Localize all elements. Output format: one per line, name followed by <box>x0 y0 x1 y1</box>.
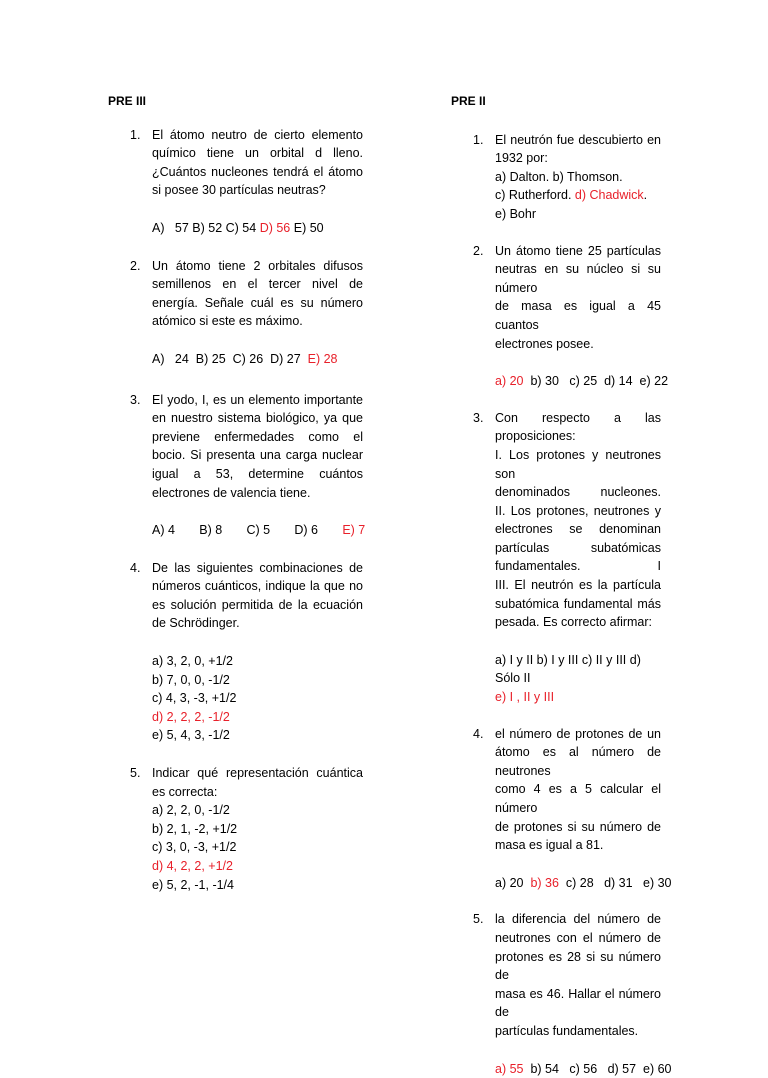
option-text: c) 28 d) 31 e) 30 <box>558 875 672 890</box>
stem-line: II. Los protones, neutrones y <box>495 503 661 518</box>
question-stem <box>152 764 363 801</box>
question-number: 3. <box>473 410 484 425</box>
option-line: c) 4, 3, -3, +1/2 <box>152 691 237 706</box>
correct-answer: b) 36 <box>530 875 559 890</box>
answer-options <box>495 874 672 893</box>
option-text: A) 4 B) 8 C) 5 D) 6 <box>152 523 343 538</box>
stem-line: Un átomo tiene 25 partículas <box>495 243 661 258</box>
question-5-pre-ii <box>451 910 672 1078</box>
correct-answer: d) 2, 2, 2, -1/2 <box>152 709 230 724</box>
question-number: 2. <box>130 258 141 273</box>
option-line <box>152 350 363 369</box>
stem-line: el número de protones de un <box>495 726 661 741</box>
question-number: 5. <box>473 912 484 927</box>
stem-line: Con respecto a las proposiciones: <box>495 410 661 444</box>
option-line: e) 5, 2, -1, -1/4 <box>152 877 234 892</box>
answer-options <box>495 372 669 391</box>
question-1-pre-iii <box>108 126 363 238</box>
stem-line: bocio. Si presenta una carga nuclear <box>152 448 363 463</box>
question-stem <box>152 126 363 200</box>
section-title-pre-iii: PRE III <box>108 94 147 108</box>
stem-line: partículas fundamentales. <box>495 1023 639 1038</box>
stem-line: de Schrödinger. <box>152 616 240 631</box>
right-column <box>451 92 672 1078</box>
question-stem <box>495 131 661 168</box>
stem-line: partículas subatómicas <box>495 540 661 555</box>
correct-answer: D) 56 <box>259 220 291 235</box>
stem-line: electrones se denominan <box>495 522 661 537</box>
stem-line: Indicar qué representación cuántica <box>152 766 363 781</box>
option-line: a) I y II b) I y III c) II y III d) Sólo II <box>495 652 641 686</box>
question-number: 4. <box>130 560 141 575</box>
option-line: c) 3, 0, -3, +1/2 <box>152 840 237 855</box>
stem-line: III. El neutrón es la partícula <box>495 578 661 593</box>
question-5-pre-iii <box>108 764 363 894</box>
question-stem <box>495 910 661 1040</box>
option-line: b) 7, 0, 0, -1/2 <box>152 672 230 687</box>
correct-answer: d) 4, 2, 2, +1/2 <box>152 859 233 873</box>
stem-line: es correcta: <box>152 784 218 799</box>
stem-line: si posee 30 partículas neutras? <box>152 183 326 198</box>
answer-options <box>495 1060 672 1078</box>
question-3-pre-iii <box>108 391 366 540</box>
stem-line: El átomo neutro de cierto elemento <box>152 127 363 142</box>
question-stem <box>495 725 661 855</box>
option-text: b) 30 c) 25 d) 14 e) 22 <box>523 374 669 389</box>
answer-options <box>152 350 363 369</box>
answer-options <box>152 521 366 540</box>
left-column <box>108 92 366 894</box>
question-4-pre-iii <box>108 559 363 745</box>
question-number: 3. <box>130 392 141 407</box>
question-stem <box>152 257 363 331</box>
question-stem <box>152 391 363 503</box>
option-line <box>152 219 363 238</box>
stem-line: de masa es igual a 45 cuantos <box>495 299 661 332</box>
option-line: e) Bohr <box>495 206 536 221</box>
correct-answer: E) 7 <box>342 523 366 538</box>
option-line <box>152 521 366 540</box>
question-2-pre-ii <box>451 242 669 391</box>
answer-options <box>152 801 363 894</box>
question-stem <box>495 409 661 632</box>
stem-line: semillenos en el tercer nivel de <box>152 277 363 292</box>
option-text: A) 57 B) 52 C) 54 <box>152 220 260 235</box>
answer-options <box>152 219 363 238</box>
option-line <box>495 874 672 893</box>
stem-line: previene enfermedades como el <box>152 429 363 444</box>
question-4-pre-ii <box>451 725 672 893</box>
question-number: 4. <box>473 726 484 741</box>
correct-answer: e) I , II y III <box>495 690 555 705</box>
option-text: c) Rutherford. <box>495 188 575 203</box>
option-line: a) 3, 2, 0, +1/2 <box>152 654 233 669</box>
stem-line: denominados nucleones. <box>495 485 661 500</box>
option-line: a) Dalton. b) Thomson. <box>495 169 623 184</box>
option-line <box>495 186 661 205</box>
left-question-list <box>108 126 366 895</box>
stem-line: neutras en su núcleo si su número <box>495 262 661 295</box>
stem-line: El yodo, I, es un elemento importante <box>152 392 363 407</box>
question-3-pre-ii <box>451 409 661 707</box>
question-number: 1. <box>130 127 141 142</box>
section-title-pre-ii: PRE II <box>451 94 486 108</box>
option-text: b) 54 c) 56 d) 57 e) 60 <box>523 1061 672 1076</box>
stem-line: masa es igual a 81. <box>495 838 604 853</box>
correct-answer: E) 28 <box>307 351 338 366</box>
stem-line: pesada. Es correcto afirmar: <box>495 615 653 630</box>
question-stem <box>495 242 661 354</box>
stem-line: números cuánticos, indique la que no <box>152 579 363 594</box>
option-line: a) 2, 2, 0, -1/2 <box>152 803 230 818</box>
stem-line: electrones de valencia tiene. <box>152 485 311 500</box>
correct-answer: d) Chadwick <box>574 188 644 203</box>
stem-line: subatómica fundamental más <box>495 596 661 611</box>
stem-line: energía. Señale cuál es su número <box>152 295 363 310</box>
stem-line: De las siguientes combinaciones de <box>152 560 363 575</box>
stem-line: fundamentales. I <box>495 559 661 574</box>
option-text: . <box>643 188 648 203</box>
correct-answer: a) 20 <box>495 374 524 389</box>
question-1-pre-ii <box>451 131 661 224</box>
stem-line: masa es 46. Hallar el número de <box>495 986 661 1020</box>
stem-line: igual a 53, determine cuántos <box>152 466 363 481</box>
option-line <box>495 372 669 391</box>
stem-line: es solución permitida de la ecuación <box>152 597 363 612</box>
stem-line: en nuestro sistema biológico, ya que <box>152 411 363 426</box>
stem-line: 1932 por: <box>495 151 548 166</box>
stem-line: químico tiene un orbital d lleno. <box>152 146 363 161</box>
stem-line: Un átomo tiene 2 orbitales difusos <box>152 258 363 273</box>
stem-line: I. Los protones y neutrones son <box>495 447 661 481</box>
stem-line: de protones si su número de <box>495 819 661 834</box>
question-number: 2. <box>473 243 484 258</box>
option-line: e) 5, 4, 3, -1/2 <box>152 728 230 743</box>
option-line: b) 2, 1, -2, +1/2 <box>152 821 238 836</box>
stem-line: neutrones con el número de <box>495 930 661 945</box>
question-number: 5. <box>130 766 141 781</box>
stem-line: la diferencia del número de <box>495 912 661 927</box>
stem-line: electrones posee. <box>495 336 594 351</box>
answer-options <box>495 651 661 707</box>
answer-options <box>152 652 363 745</box>
question-2-pre-iii <box>108 257 363 369</box>
question-stem <box>152 559 363 633</box>
stem-line: protones es 28 si su número de <box>495 949 661 983</box>
option-text: a) 20 <box>495 875 531 890</box>
stem-line: como 4 es a 5 calcular el número <box>495 782 661 815</box>
correct-answer: a) 55 <box>495 1061 524 1076</box>
stem-line: atómico si este es máximo. <box>152 314 303 329</box>
option-line <box>495 1060 672 1078</box>
stem-line: ¿Cuántos nucleones tendrá el átomo <box>152 164 363 179</box>
option-text: E) 50 <box>290 220 324 235</box>
option-text: A) 24 B) 25 C) 26 D) 27 <box>152 351 308 366</box>
stem-line: El neutrón fue descubierto en <box>495 132 661 147</box>
stem-line: átomo es al número de neutrones <box>495 745 661 778</box>
question-number: 1. <box>473 132 484 147</box>
